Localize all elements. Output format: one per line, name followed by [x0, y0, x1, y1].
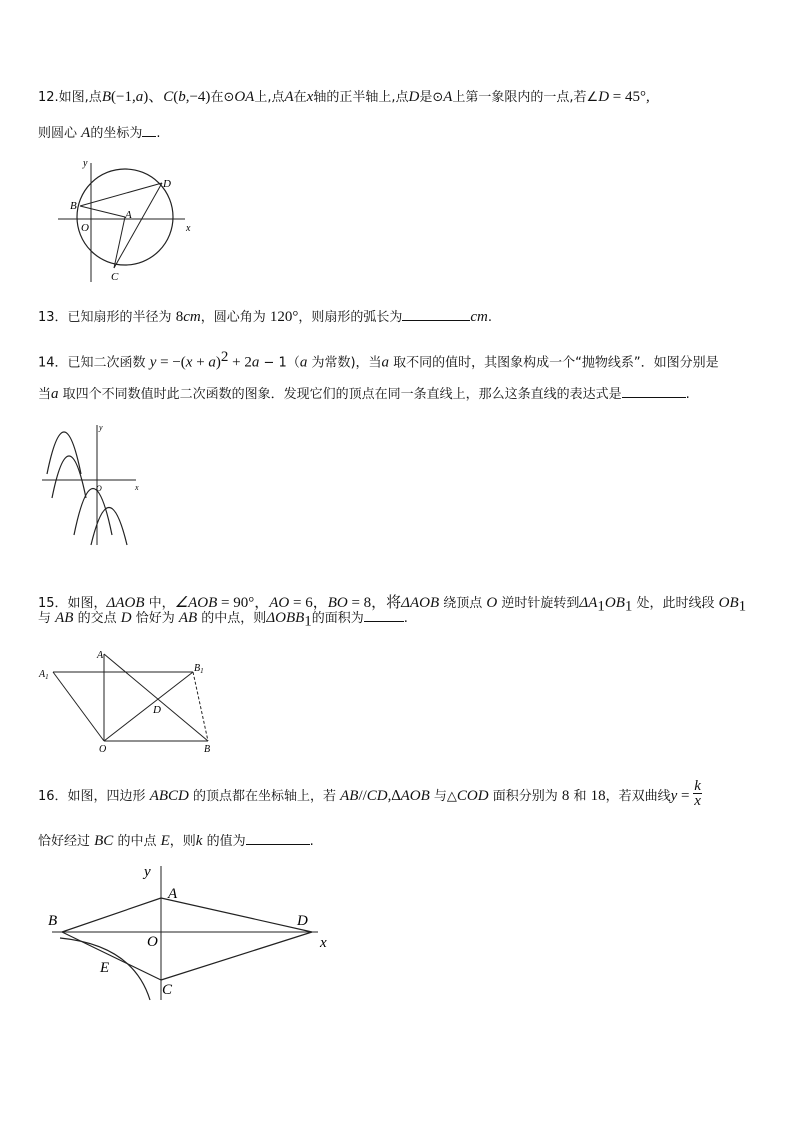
q15-label-b1: $B_1$ — [194, 663, 204, 675]
segment-cd — [161, 932, 312, 980]
q15-label-a: A — [97, 650, 104, 661]
segment-ba — [62, 898, 161, 932]
q14-label-x: x — [135, 483, 139, 492]
q14-line2: 当a 取四个不同数值时此二次函数的图象．发现它们的顶点在同一条直线上，那么这条直线的表达式是 . — [38, 386, 690, 402]
q15-label-b: B — [204, 744, 211, 755]
q16-line1: 16．如图，四边形 ABCD 的顶点都在坐标轴上，若 AB//CD,∆AOB 与△COD 面积分别为 8 和 18，若双曲线y = $\frac{k}{x}$ — [38, 778, 701, 809]
q16-label-o: O — [147, 934, 158, 950]
q12-label-a: A — [125, 209, 132, 221]
q15-line2: 与 AB 的交点 D 恰好为 AB 的中点，则$\Delta OBB_1$的面积为 . — [38, 610, 408, 630]
q15-label-d: D — [153, 704, 161, 716]
q12-line2: 则圆心 A的坐标为 . — [38, 125, 161, 141]
fraction-k-over-x: $\frac{k}{x}$ — [694, 778, 701, 809]
q14-line1: 14．已知二次函数 $y = -(x + a)^2 + 2a - 1(a$ 为常数)，当a 取不同的值时，其图象构成一个“抛物线系”．如图分别是 — [38, 349, 719, 371]
q16-label-b: B — [48, 913, 58, 929]
q16-label-a: A — [168, 886, 178, 902]
q12-label-o: O — [81, 222, 89, 234]
q16-line2: 恰好经过 BC 的中点 E，则k 的值为 . — [38, 833, 314, 849]
q15-label-o: O — [99, 744, 107, 755]
q12-label-y: y — [83, 158, 88, 169]
q12-label-d: D — [163, 178, 171, 190]
segment-ad — [161, 898, 312, 932]
q16-label-c: C — [162, 982, 173, 998]
q12-label-c: C — [111, 271, 119, 283]
q16-label-e: E — [100, 960, 110, 976]
q12-label-b: B — [70, 200, 77, 212]
q16-label-x: x — [320, 935, 327, 951]
q12-label-x: x — [186, 223, 191, 234]
q15-line1: 15．如图，ΔAOB 中，∠AOB = 90°，AO = 6，BO = 8，将ΔAOB 绕顶点 O 逆时针旋转到$\Delta A_1OB_1$ 处，此时线段 $OB_1$ — [38, 595, 747, 615]
q16-label-d: D — [297, 913, 308, 929]
q14-label-y: y — [99, 423, 103, 432]
q15-label-a1: $A_1$ — [39, 669, 49, 681]
q13-line: 13．已知扇形的半径为 8cm，圆心角为 120°，则扇形的弧长为 cm. — [38, 309, 492, 325]
q12-line1: 12.如图,点B(−1,a)、C(b,−4)在⊙OA上,点A在x轴的正半轴上,点D是⊙A上第一象限内的一点,若∠D = 45°, — [38, 89, 650, 105]
q14-label-o: O — [96, 484, 102, 493]
q16-label-y: y — [144, 864, 151, 880]
